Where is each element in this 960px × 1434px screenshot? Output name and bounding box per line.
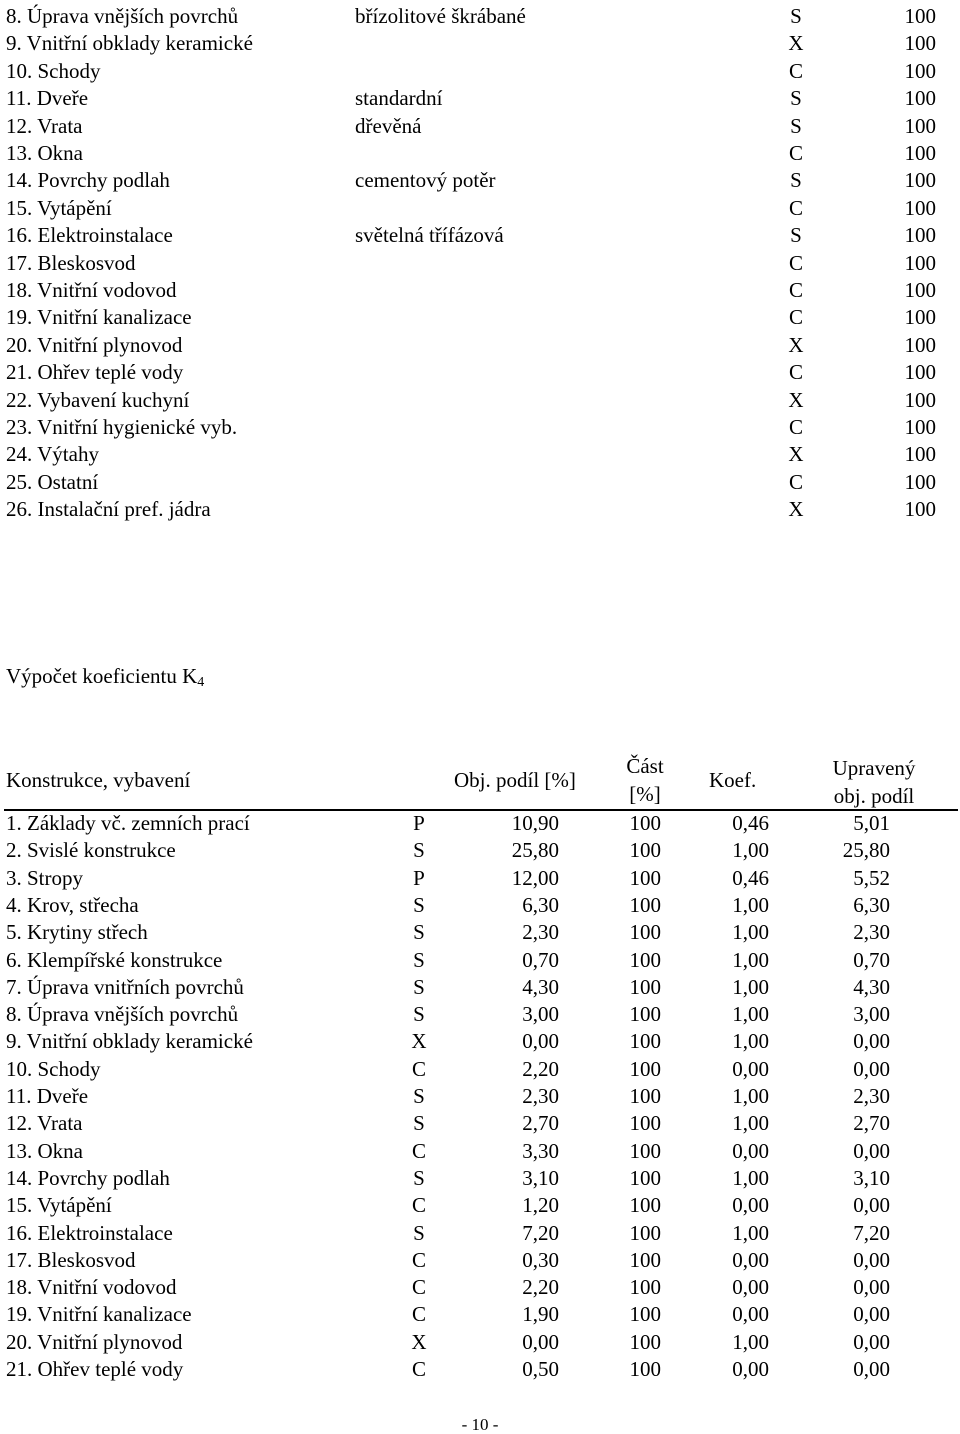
row-value: 100: [904, 168, 936, 193]
header-adjusted: [818, 754, 930, 810]
row-code: C: [788, 195, 803, 220]
table-row: [0, 922, 960, 948]
row-value: 100: [904, 469, 936, 494]
row-name: 21. Ohřev teplé vody: [6, 1357, 184, 1381]
row-share: 0,70: [522, 947, 559, 972]
row-value: 100: [904, 58, 936, 83]
row-code: C: [788, 58, 803, 83]
table-row: [0, 170, 960, 196]
row-koef: 1,00: [732, 920, 769, 945]
header-adjusted-line2: obj. podíl: [833, 784, 915, 808]
row-part: 100: [629, 1029, 661, 1054]
table-row: [0, 33, 960, 59]
row-share: 0,00: [522, 1329, 559, 1354]
row-name: 10. Schody: [6, 58, 101, 83]
row-share: 25,80: [511, 838, 559, 863]
table-row: [0, 974, 960, 1003]
row-code: S: [413, 892, 425, 917]
row-name: 19. Vnitřní kanalizace: [6, 1302, 192, 1327]
row-description: dřevěná: [355, 113, 422, 138]
row-code: C: [788, 305, 803, 330]
row-value: 100: [904, 86, 936, 111]
table-row: [0, 417, 960, 443]
table-row: [0, 1359, 960, 1385]
row-koef: 0,00: [732, 1247, 769, 1272]
row-value: 100: [904, 278, 936, 302]
row-code: C: [411, 1247, 426, 1272]
row-koef: 1,00: [732, 1029, 769, 1054]
row-code: S: [790, 4, 802, 28]
table-row: [0, 280, 960, 306]
row-code: S: [790, 223, 802, 248]
row-koef: 0,46: [732, 811, 769, 835]
table-row: [0, 307, 960, 333]
row-value: 100: [904, 223, 936, 248]
row-koef: 1,00: [732, 838, 769, 863]
row-code: X: [788, 31, 804, 56]
row-name: 22. Vybavení kuchyní: [6, 387, 190, 412]
row-adjusted: 0,00: [853, 1138, 890, 1163]
row-code: S: [790, 113, 802, 138]
row-description: světelná třífázová: [355, 223, 504, 248]
row-adjusted: 3,10: [853, 1165, 890, 1190]
row-part: 100: [629, 974, 661, 999]
heading-subscript: 4: [197, 675, 205, 690]
row-koef: 1,00: [732, 892, 769, 917]
row-koef: 0,00: [732, 1193, 769, 1218]
row-koef: 1,00: [732, 1111, 769, 1136]
table-row: [0, 225, 960, 251]
row-part: 100: [629, 1084, 661, 1108]
row-adjusted: 5,52: [853, 865, 890, 890]
row-name: 5. Krytiny střech: [6, 920, 148, 945]
row-name: 9. Vnitřní obklady keramické: [6, 1029, 253, 1054]
row-name: 21. Ohřev teplé vody: [6, 360, 184, 385]
row-name: 14. Povrchy podlah: [6, 168, 170, 193]
table-row: [0, 1220, 960, 1249]
table-row: [0, 865, 960, 894]
row-value: 100: [904, 305, 936, 330]
row-share: 2,20: [522, 1275, 559, 1300]
row-share: 0,00: [522, 1029, 559, 1054]
row-value: 100: [904, 360, 936, 385]
row-code: C: [411, 1357, 426, 1381]
row-koef: 1,00: [732, 974, 769, 999]
row-value: 100: [904, 332, 936, 357]
row-code: X: [788, 387, 804, 412]
row-code: S: [413, 1165, 425, 1190]
table-row: [0, 58, 960, 87]
row-code: X: [788, 332, 804, 357]
row-koef: 0,00: [732, 1138, 769, 1163]
header-adjusted-line1: Upravený: [832, 756, 916, 780]
row-share: 6,30: [522, 892, 559, 917]
table-row: [0, 469, 960, 498]
row-code: X: [788, 497, 804, 522]
row-name: 3. Stropy: [6, 865, 84, 890]
row-part: 100: [629, 1165, 661, 1190]
row-share: 7,20: [522, 1220, 559, 1245]
row-code: C: [411, 1056, 426, 1081]
row-value: 100: [904, 4, 936, 28]
row-code: S: [790, 168, 802, 193]
row-name: 16. Elektroinstalace: [6, 1220, 173, 1245]
row-value: 100: [904, 415, 936, 439]
row-code: C: [411, 1138, 426, 1163]
row-code: S: [413, 947, 425, 972]
row-code: S: [413, 1084, 425, 1108]
table-row: [0, 195, 960, 224]
section-heading: [6, 664, 205, 690]
table-row: [0, 813, 960, 839]
heading-text: Výpočet koeficientu K: [6, 664, 198, 688]
row-adjusted: 7,20: [853, 1220, 890, 1245]
row-name: 9. Vnitřní obklady keramické: [6, 31, 253, 56]
row-koef: 0,46: [732, 865, 769, 890]
row-code: C: [788, 141, 803, 165]
row-value: 100: [904, 442, 936, 467]
table-row: [0, 387, 960, 416]
row-part: 100: [629, 947, 661, 972]
row-code: S: [413, 838, 425, 863]
row-name: 10. Schody: [6, 1056, 101, 1081]
row-name: 13. Okna: [6, 1138, 83, 1163]
table-row: [0, 1247, 960, 1276]
row-part: 100: [629, 1275, 661, 1300]
table-row: [0, 1195, 960, 1221]
row-name: 18. Vnitřní vodovod: [6, 278, 177, 302]
table-row: [0, 113, 960, 142]
table-row: [0, 1329, 960, 1358]
row-name: 14. Povrchy podlah: [6, 1165, 170, 1190]
header-share: Obj. podíl [%]: [454, 768, 576, 792]
row-name: 11. Dveře: [6, 1084, 89, 1108]
row-code: P: [413, 865, 425, 890]
row-name: 2. Svislé konstrukce: [6, 838, 176, 863]
row-code: S: [413, 1111, 425, 1136]
row-name: 4. Krov, střecha: [6, 892, 139, 917]
row-code: C: [788, 250, 803, 275]
table-row: [0, 947, 960, 976]
row-name: 23. Vnitřní hygienické vyb.: [6, 415, 238, 439]
row-name: 15. Vytápění: [6, 195, 112, 220]
row-code: C: [788, 469, 803, 494]
table-row: [0, 1004, 960, 1030]
row-code: C: [411, 1302, 426, 1327]
row-name: 12. Vrata: [6, 1111, 83, 1136]
row-adjusted: 0,00: [853, 1302, 890, 1327]
row-adjusted: 0,00: [853, 1193, 890, 1218]
page-number: - 10 -: [461, 1415, 499, 1434]
row-koef: 1,00: [732, 1329, 769, 1354]
row-description: cementový potěr: [355, 168, 496, 193]
row-part: 100: [629, 1357, 661, 1381]
row-name: 19. Vnitřní kanalizace: [6, 305, 192, 330]
row-value: 100: [904, 113, 936, 138]
row-name: 25. Ostatní: [6, 469, 99, 494]
table-row: [0, 840, 960, 866]
table-row: [0, 1277, 960, 1303]
row-share: 2,30: [522, 920, 559, 945]
row-share: 4,30: [522, 974, 559, 999]
row-name: 1. Základy vč. zemních prací: [6, 811, 250, 835]
row-part: 100: [629, 920, 661, 945]
row-part: 100: [629, 1056, 661, 1081]
table-row: [0, 1086, 960, 1112]
row-adjusted: 2,70: [853, 1111, 890, 1136]
row-description: břízolitové škrábané: [355, 4, 526, 28]
row-value: 100: [904, 250, 936, 275]
row-adjusted: 6,30: [853, 892, 890, 917]
header-part-line1: Část: [626, 754, 664, 778]
row-share: 2,70: [522, 1111, 559, 1136]
header-part-line2: [%]: [629, 782, 661, 806]
row-adjusted: 0,00: [853, 1029, 890, 1054]
row-part: 100: [629, 1220, 661, 1245]
row-adjusted: 4,30: [853, 974, 890, 999]
row-adjusted: 0,00: [853, 1329, 890, 1354]
table-row: [0, 1304, 960, 1330]
row-value: 100: [904, 387, 936, 412]
row-code: S: [413, 1220, 425, 1245]
row-description: standardní: [355, 86, 443, 111]
row-part: 100: [629, 1302, 661, 1327]
row-koef: 0,00: [732, 1357, 769, 1381]
row-code: C: [411, 1275, 426, 1300]
table-row: [0, 1031, 960, 1057]
row-name: 17. Bleskosvod: [6, 1247, 136, 1272]
header-part: [605, 752, 685, 808]
header-construction: Konstrukce, vybavení: [6, 768, 191, 792]
row-name: 11. Dveře: [6, 86, 89, 111]
row-koef: 0,00: [732, 1275, 769, 1300]
row-name: 17. Bleskosvod: [6, 250, 136, 275]
row-part: 100: [629, 1329, 661, 1354]
row-name: 8. Úprava vnějších povrchů: [6, 1002, 239, 1027]
row-share: 2,20: [522, 1056, 559, 1081]
table-row: [0, 362, 960, 388]
row-koef: 0,00: [732, 1056, 769, 1081]
row-share: 0,50: [522, 1357, 559, 1381]
table-row: [0, 250, 960, 279]
row-name: 13. Okna: [6, 141, 83, 165]
row-name: 8. Úprava vnějších povrchů: [6, 4, 239, 28]
table-row: [0, 332, 960, 361]
row-code: X: [411, 1329, 427, 1354]
row-code: P: [413, 811, 425, 835]
row-share: 0,30: [522, 1247, 559, 1272]
table-row: [0, 1056, 960, 1085]
row-name: 26. Instalační pref. jádra: [6, 497, 211, 522]
row-adjusted: 25,80: [842, 838, 890, 863]
row-adjusted: 5,01: [853, 811, 890, 835]
row-code: C: [411, 1193, 426, 1218]
row-value: 100: [904, 31, 936, 56]
row-part: 100: [629, 892, 661, 917]
row-adjusted: 3,00: [853, 1002, 890, 1027]
row-adjusted: 0,00: [853, 1056, 890, 1081]
row-share: 1,90: [522, 1302, 559, 1327]
row-share: 3,10: [522, 1165, 559, 1190]
row-koef: 1,00: [732, 1084, 769, 1108]
table-row: [0, 88, 960, 114]
row-name: 24. Výtahy: [6, 442, 99, 467]
row-part: 100: [629, 811, 661, 835]
row-koef: 1,00: [732, 1165, 769, 1190]
row-code: C: [788, 278, 803, 302]
row-part: 100: [629, 1193, 661, 1218]
row-koef: 0,00: [732, 1302, 769, 1327]
row-share: 12,00: [511, 865, 559, 890]
row-adjusted: 0,00: [853, 1275, 890, 1300]
table-row: [0, 1138, 960, 1167]
row-part: 100: [629, 838, 661, 863]
table-row: [0, 444, 960, 470]
row-code: S: [790, 86, 802, 111]
row-share: 10,90: [511, 811, 559, 835]
row-code: X: [788, 442, 804, 467]
row-value: 100: [904, 497, 936, 522]
row-share: 3,30: [522, 1138, 559, 1163]
row-value: 100: [904, 141, 936, 165]
row-name: 20. Vnitřní plynovod: [6, 332, 183, 357]
row-code: S: [413, 1002, 425, 1027]
table-row: [0, 143, 960, 169]
row-part: 100: [629, 1111, 661, 1136]
table-row: [0, 1165, 960, 1194]
row-code: S: [413, 920, 425, 945]
table-row: [0, 892, 960, 921]
row-code: X: [411, 1029, 427, 1054]
row-part: 100: [629, 865, 661, 890]
row-code: S: [413, 974, 425, 999]
row-value: 100: [904, 195, 936, 220]
row-adjusted: 0,70: [853, 947, 890, 972]
table-row: [0, 1113, 960, 1139]
row-name: 6. Klempířské konstrukce: [6, 947, 223, 972]
row-name: 20. Vnitřní plynovod: [6, 1329, 183, 1354]
row-adjusted: 2,30: [853, 1084, 890, 1108]
row-koef: 1,00: [732, 1220, 769, 1245]
table-row: [0, 499, 960, 525]
row-adjusted: 2,30: [853, 920, 890, 945]
row-name: 15. Vytápění: [6, 1193, 112, 1218]
row-name: 7. Úprava vnitřních povrchů: [6, 974, 244, 999]
row-share: 3,00: [522, 1002, 559, 1027]
row-code: C: [788, 360, 803, 385]
row-adjusted: 0,00: [853, 1357, 890, 1381]
row-name: 16. Elektroinstalace: [6, 223, 173, 248]
row-name: 18. Vnitřní vodovod: [6, 1275, 177, 1300]
row-part: 100: [629, 1247, 661, 1272]
header-koef: Koef.: [709, 768, 757, 792]
row-share: 1,20: [522, 1193, 559, 1218]
row-part: 100: [629, 1002, 661, 1027]
row-part: 100: [629, 1138, 661, 1163]
row-name: 12. Vrata: [6, 113, 83, 138]
table-row: [0, 6, 960, 32]
row-koef: 1,00: [732, 947, 769, 972]
row-adjusted: 0,00: [853, 1247, 890, 1272]
row-share: 2,30: [522, 1084, 559, 1108]
row-code: C: [788, 415, 803, 439]
row-koef: 1,00: [732, 1002, 769, 1027]
